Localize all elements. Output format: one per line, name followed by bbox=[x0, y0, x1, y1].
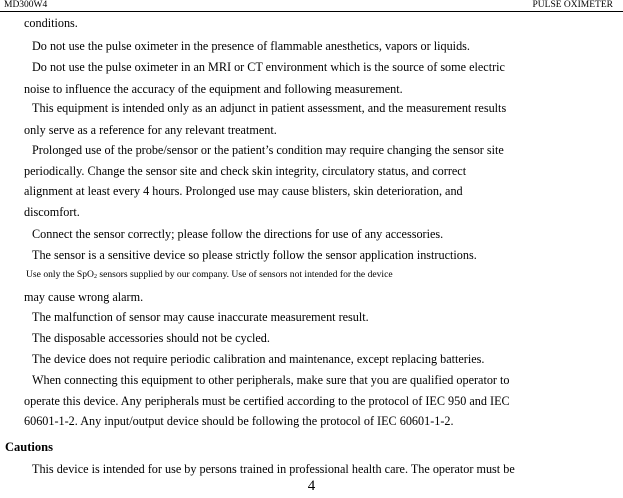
text-line: Prolonged use of the probe/sensor or the patient’s condition may require changing the sensor site bbox=[32, 143, 504, 157]
header-title: PULSE OXIMETER bbox=[532, 0, 613, 10]
subscript: 2 bbox=[93, 274, 97, 280]
text-line: noise to influence the accuracy of the equipment and following measurement. bbox=[24, 82, 403, 96]
text-line: The malfunction of sensor may cause inaccurate measurement result. bbox=[32, 310, 369, 324]
section-heading: Cautions bbox=[5, 440, 53, 454]
text-line: discomfort. bbox=[24, 205, 80, 219]
text-line: The device does not require periodic calibration and maintenance, except replacing batteries. bbox=[32, 352, 485, 366]
page-header bbox=[0, 0, 623, 12]
text-line: This equipment is intended only as an adjunct in patient assessment, and the measurement results bbox=[32, 101, 507, 115]
text-line: Connect the sensor correctly; please follow the directions for use of any accessories. bbox=[32, 227, 444, 241]
text-line: The sensor is a sensitive device so please strictly follow the sensor application instructions. bbox=[32, 248, 477, 262]
text-line: Do not use the pulse oximeter in the presence of flammable anesthetics, vapors or liquids. bbox=[32, 39, 470, 53]
text-line: 60601-1-2. Any input/output device should be following the protocol of IEC 60601-1-2. bbox=[24, 414, 454, 428]
text-line: operate this device. Any peripherals must be certified according to the protocol of IEC 950 and IEC bbox=[24, 394, 510, 408]
text-line: Do not use the pulse oximeter in an MRI or CT environment which is the source of some electric bbox=[32, 60, 505, 74]
text-fragment: Use only the SpO bbox=[26, 269, 94, 280]
text-line: This device is intended for use by persons trained in professional health care. The operator must be bbox=[32, 462, 515, 476]
text-line: may cause wrong alarm. bbox=[24, 290, 144, 304]
header-model: MD300W4 bbox=[4, 0, 48, 10]
text-line: periodically. Change the sensor site and check skin integrity, circulatory status, and correct bbox=[24, 164, 467, 178]
page-number: 4 bbox=[307, 478, 316, 494]
text-line: only serve as a reference for any relevant treatment. bbox=[24, 123, 277, 137]
text-fragment: sensors supplied by our company. Use of sensors not intended for the device bbox=[96, 269, 393, 280]
text-line: conditions. bbox=[24, 16, 78, 30]
text-line-small bbox=[26, 269, 393, 283]
text-line: The disposable accessories should not be cycled. bbox=[32, 331, 270, 345]
text-line: When connecting this equipment to other peripherals, make sure that you are qualified operator to bbox=[32, 373, 510, 387]
text-line: alignment at least every 4 hours. Prolonged use may cause blisters, skin deterioration, and bbox=[24, 184, 463, 198]
